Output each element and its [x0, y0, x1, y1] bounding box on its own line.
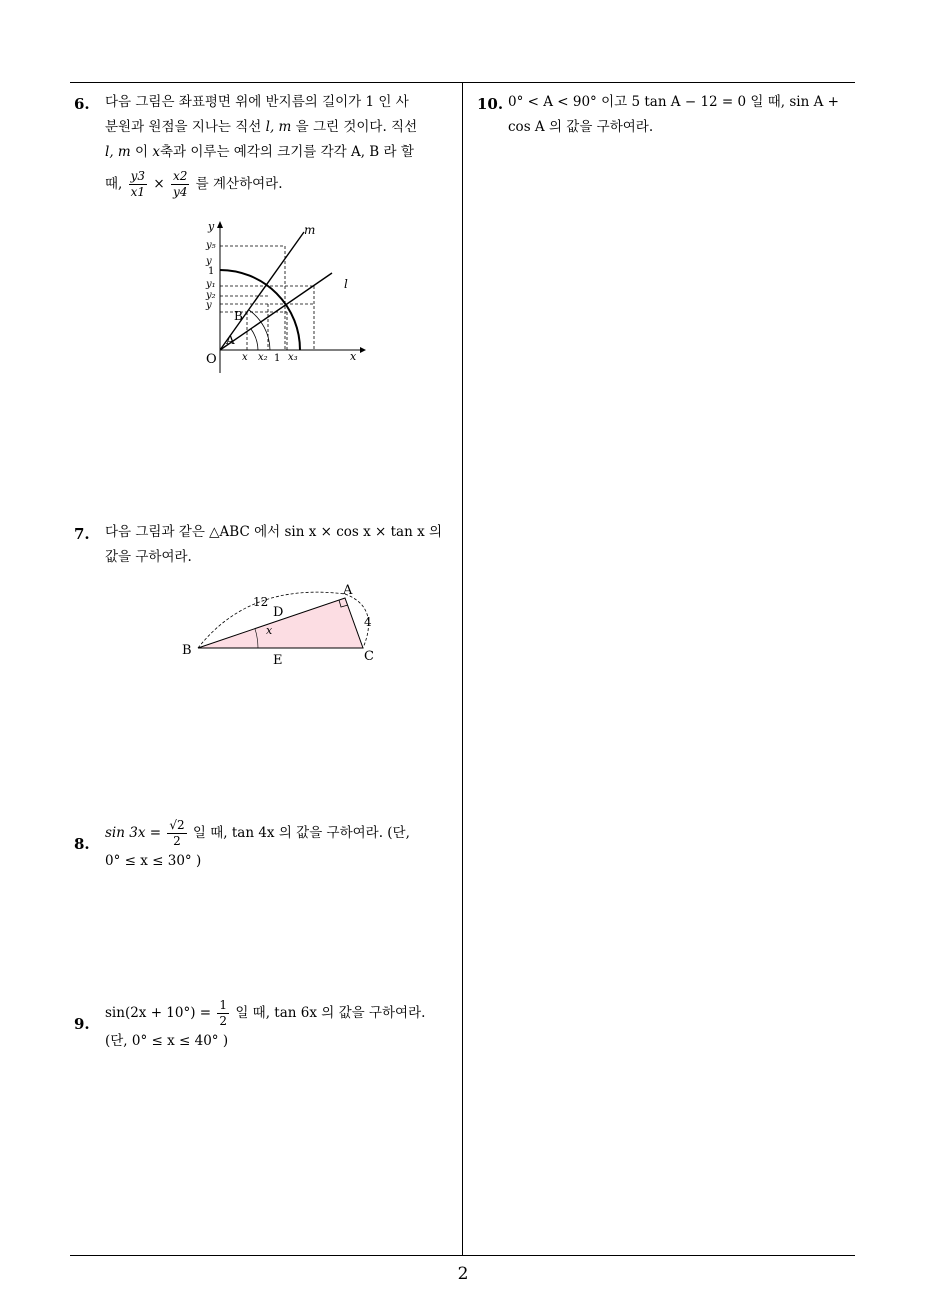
problem-10 — [475, 90, 855, 150]
problem-6 — [72, 90, 457, 510]
triangle-figure — [180, 582, 390, 672]
column-divider — [462, 82, 463, 1256]
x-label-3: x₃ — [288, 352, 298, 363]
problem-number: 7. — [74, 525, 90, 543]
problem-6-line-4: 때, $\frac{y3}{x1}$ × $\frac{x2}{y4}$ 를 계산하여라. — [105, 169, 283, 199]
y-axis-label: y — [208, 220, 215, 233]
problem-8-line-2: 0° ≤ x ≤ 30° ) — [105, 853, 202, 869]
y-label-4: y — [206, 300, 212, 311]
unit-circle-figure — [200, 218, 370, 378]
problem-number: 9. — [74, 1015, 90, 1033]
problem-9 — [72, 998, 457, 1068]
line-m-label: m — [304, 223, 316, 237]
problem-10-line-2: cos A 의 값을 구하여라. — [508, 119, 654, 135]
vertex-a-label: A — [343, 583, 353, 598]
y-label-5: y₅ — [206, 240, 216, 251]
point-d-label: D — [273, 605, 284, 620]
problem-7 — [72, 520, 457, 690]
angle-x-label: x — [266, 624, 273, 637]
fraction-one-half: $\frac{1}{2}$ — [219, 998, 228, 1028]
one-y-label: 1 — [208, 266, 215, 277]
problem-6-line-1: 다음 그림은 좌표평면 위에 반지름의 길이가 1 인 사 — [105, 94, 409, 110]
angle-b-label: B — [234, 309, 243, 323]
x-label-1: x — [242, 352, 248, 363]
point-e-label: E — [273, 653, 283, 668]
line-l-label: l — [344, 277, 348, 291]
problem-7-line-2: 값을 구하여라. — [105, 549, 192, 565]
problem-6-line-3: l, m 이 x축과 이루는 예각의 크기를 각각 A, B 라 할 — [105, 144, 414, 160]
problem-number: 6. — [74, 95, 90, 113]
problem-6-line-2: 분원과 원점을 지나는 직선 l, m 을 그린 것이다. 직선 — [105, 119, 418, 135]
x-axis-label: x — [350, 350, 357, 363]
problem-number: 10. — [477, 95, 504, 113]
problem-9-line-1: sin(2x + 10°) = $\frac{1}{2}$ 일 때, tan 6x 의 값을 구하여라. — [105, 998, 426, 1028]
side-ac-label: 4 — [364, 615, 372, 629]
x-label-2: x₂ — [258, 352, 268, 363]
one-x-label: 1 — [274, 353, 281, 364]
problem-7-line-1: 다음 그림과 같은 △ABC 에서 sin x × cos x × tan x 의 — [105, 524, 443, 540]
fraction-x2-y4: $\frac{x2}{y4}$ — [172, 169, 188, 199]
page-number: 2 — [457, 1264, 469, 1284]
y-label-3: y — [206, 256, 212, 267]
problem-9-line-2: (단, 0° ≤ x ≤ 40° ) — [105, 1033, 229, 1049]
side-ab-label: 12 — [253, 595, 269, 609]
problem-8-line-1: sin 3x = $\frac{√2}{2}$ 일 때, tan 4x 의 값을 구하여라. (단, — [105, 818, 410, 848]
fraction-sqrt2-over-2: $\frac{√2}{2}$ — [169, 818, 185, 848]
problem-10-line-1: 0° < A < 90° 이고 5 tan A − 12 = 0 일 때, sin A + — [508, 94, 839, 110]
angle-a-label: A — [226, 333, 235, 347]
vertex-c-label: C — [364, 649, 374, 664]
origin-label: O — [206, 352, 217, 367]
problem-8 — [72, 818, 457, 888]
problem-number: 8. — [74, 835, 90, 853]
fraction-y3-x1: $\frac{y3}{x1}$ — [130, 169, 146, 199]
vertex-b-label: B — [182, 643, 192, 658]
y-label-1: y₁ — [206, 279, 216, 290]
y-label-2: y₂ — [206, 290, 216, 301]
